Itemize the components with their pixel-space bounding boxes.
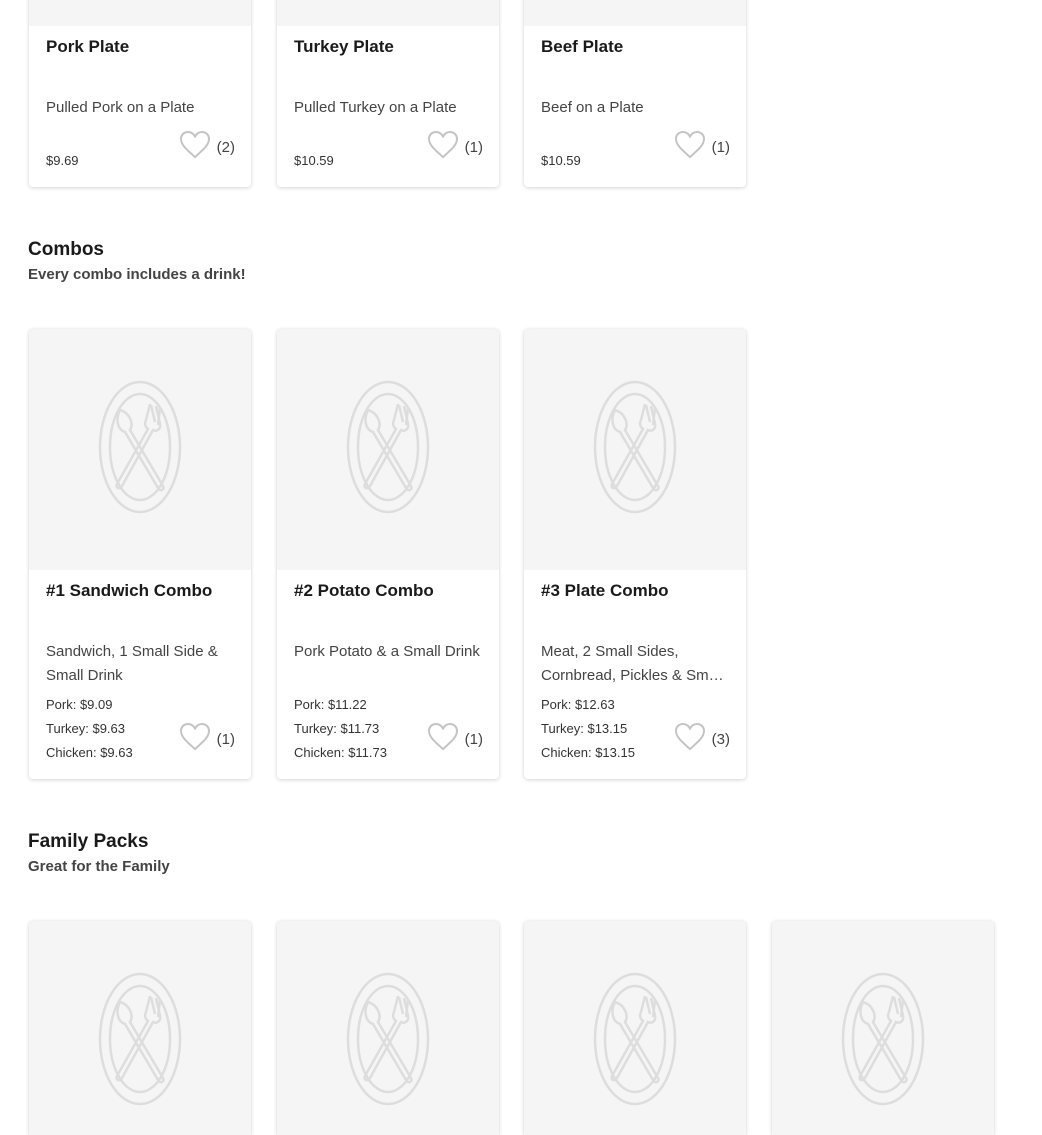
item-image-placeholder: [29, 329, 251, 570]
favorite-button[interactable]: [427, 130, 483, 165]
favorite-button[interactable]: [674, 130, 730, 165]
menu-item-card[interactable]: [277, 921, 499, 1135]
item-title: Turkey Plate: [294, 37, 394, 56]
favorite-button[interactable]: [674, 722, 730, 757]
item-description: Beef on a Plate: [541, 99, 644, 116]
plate-utensils-icon: [841, 972, 925, 1111]
menu-item-card[interactable]: [277, 0, 499, 187]
plate-utensils-icon: [593, 380, 677, 519]
item-price: [541, 149, 581, 173]
price-line: Pork: $12.63: [541, 697, 615, 712]
heart-outline-icon[interactable]: [674, 722, 706, 757]
price-line: $10.59: [541, 153, 581, 168]
item-image-placeholder: [277, 921, 499, 1135]
plate-utensils-icon: [98, 972, 182, 1111]
heart-outline-icon[interactable]: [427, 130, 459, 165]
heart-outline-icon[interactable]: [674, 130, 706, 165]
price-line: Turkey: $13.15: [541, 721, 628, 736]
menu-item-card[interactable]: [29, 0, 251, 187]
item-image-placeholder: [277, 0, 499, 26]
item-image-placeholder: [277, 329, 499, 570]
section-subtitle: Great for the Family: [28, 858, 170, 875]
item-price: [46, 693, 133, 765]
item-title: #1 Sandwich Combo: [46, 581, 213, 600]
price-line: $10.59: [294, 153, 334, 168]
item-image-placeholder: [772, 921, 994, 1135]
favorite-count: (1): [464, 139, 483, 156]
plate-utensils-icon: [346, 972, 430, 1111]
favorite-button[interactable]: [179, 722, 235, 757]
plate-utensils-icon: [346, 380, 430, 519]
plate-utensils-icon: [593, 972, 677, 1111]
section-title: Family Packs: [28, 831, 149, 852]
menu-item-card[interactable]: [772, 921, 994, 1135]
item-description: Pulled Turkey on a Plate: [294, 99, 457, 116]
item-price: [294, 693, 387, 765]
favorite-count: (1): [711, 139, 730, 156]
item-description: Meat, 2 Small Sides, Cornbread, Pickles & Small: [541, 643, 724, 684]
item-image-placeholder: [29, 921, 251, 1135]
item-price: [46, 149, 79, 173]
item-image-placeholder: [524, 329, 746, 570]
section-title: Combos: [28, 239, 104, 260]
price-line: Turkey: $9.63: [46, 721, 126, 736]
item-description: Pulled Pork on a Plate: [46, 99, 195, 116]
item-image-placeholder: [524, 921, 746, 1135]
price-line: Chicken: $11.73: [294, 745, 387, 760]
favorite-count: (2): [216, 139, 235, 156]
menu-item-card[interactable]: [524, 0, 746, 187]
section-subtitle: Every combo includes a drink!: [28, 266, 246, 283]
heart-outline-icon[interactable]: [179, 722, 211, 757]
price-line: Chicken: $13.15: [541, 745, 635, 760]
favorite-button[interactable]: [427, 722, 483, 757]
favorite-count: (1): [216, 731, 235, 748]
favorite-count: (1): [464, 731, 483, 748]
favorite-button[interactable]: [179, 130, 235, 165]
plate-utensils-icon: [98, 380, 182, 519]
item-title: #2 Potato Combo: [294, 581, 434, 600]
item-title: Beef Plate: [541, 37, 624, 56]
menu-item-card[interactable]: [524, 329, 746, 779]
item-image-placeholder: [29, 0, 251, 26]
favorite-count: (3): [711, 731, 730, 748]
item-description: Pork Potato & a Small Drink: [294, 643, 480, 660]
price-line: Turkey: $11.73: [294, 721, 380, 736]
menu-item-card[interactable]: [29, 329, 251, 779]
menu-item-card[interactable]: [524, 921, 746, 1135]
heart-outline-icon[interactable]: [179, 130, 211, 165]
item-image-placeholder: [524, 0, 746, 26]
item-title: Pork Plate: [46, 37, 130, 56]
item-price: [541, 693, 635, 765]
price-line: Pork: $11.22: [294, 697, 367, 712]
price-line: Chicken: $9.63: [46, 745, 133, 760]
menu-item-card[interactable]: [29, 921, 251, 1135]
menu-item-card[interactable]: [277, 329, 499, 779]
heart-outline-icon[interactable]: [427, 722, 459, 757]
price-line: Pork: $9.09: [46, 697, 113, 712]
price-line: $9.69: [46, 153, 79, 168]
item-title: #3 Plate Combo: [541, 581, 669, 600]
item-price: [294, 149, 334, 173]
item-description: Sandwich, 1 Small Side & Small Drink: [46, 643, 218, 684]
